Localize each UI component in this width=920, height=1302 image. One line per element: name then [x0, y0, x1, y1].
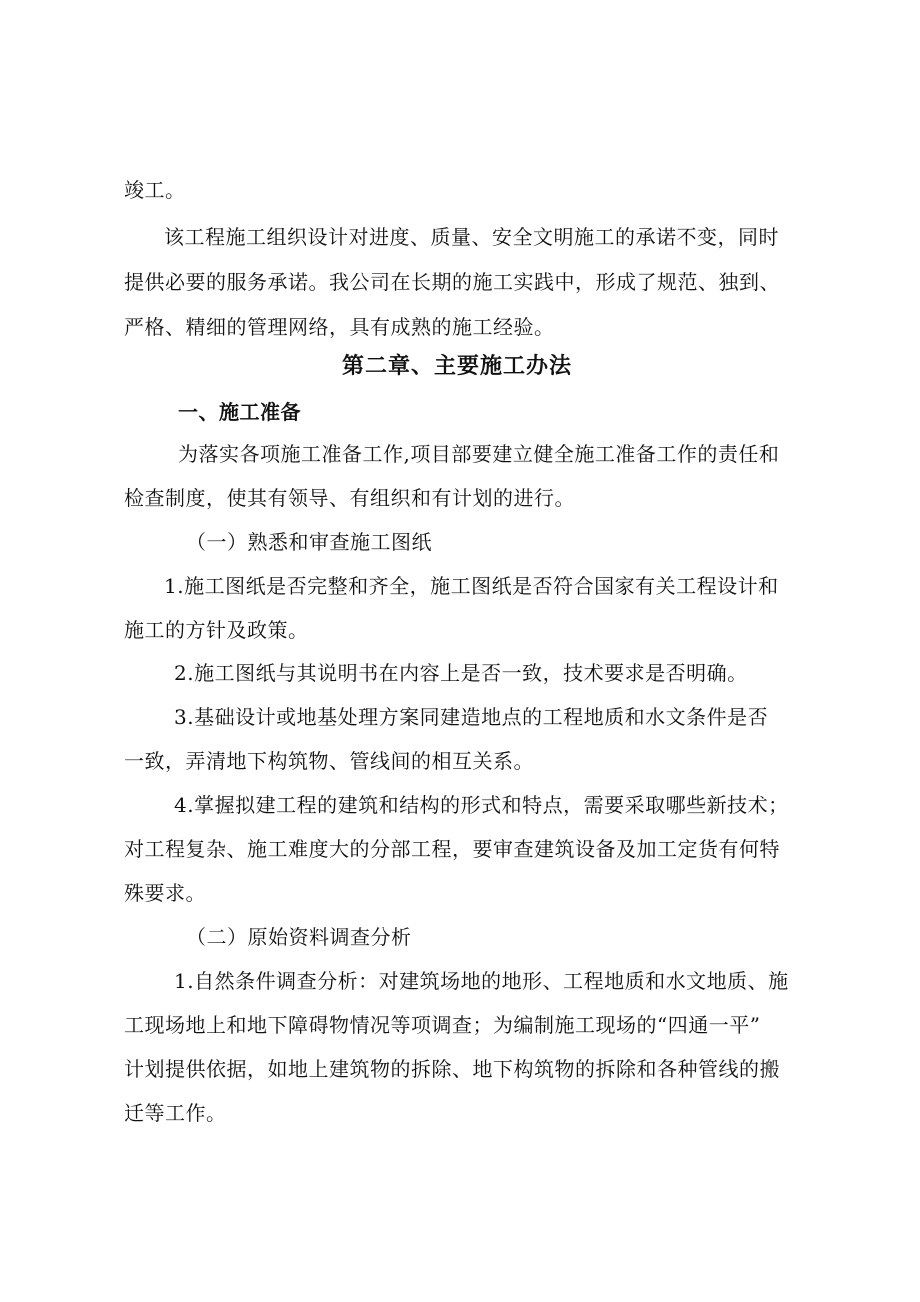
list-item-line: 迁等工作。 [124, 1101, 227, 1125]
list-item-line: 1.自然条件调查分析：对建筑场地的地形、工程地质和水文地质、施 [174, 969, 789, 993]
paragraph-line: 严格、精细的管理网络，具有成熟的施工经验。 [124, 315, 555, 339]
paragraph-line: 该工程施工组织设计对进度、质量、安全文明施工的承诺不变，同时 [164, 225, 779, 249]
list-item-line: 4.掌握拟建工程的建筑和结构的形式和特点，需要采取哪些新技术； [174, 793, 789, 817]
list-item-line: 3.基础设计或地基处理方案同建造地点的工程地质和水文条件是否 [174, 705, 769, 729]
list-item-line: 工现场地上和地下障碍物情况等项调查；为编制施工现场的“四通一平” [124, 1013, 761, 1037]
subsection-title: （二）原始资料调查分析 [186, 925, 412, 949]
list-item-line: 2.施工图纸与其说明书在内容上是否一致，技术要求是否明确。 [174, 661, 748, 685]
chapter-title: 第二章、主要施工办法 [342, 353, 573, 379]
paragraph-line: 检查制度，使其有领导、有组织和有计划的进行。 [124, 486, 575, 510]
list-item-line: 对工程复杂、施工难度大的分部工程，要审查建筑设备及加工定货有何特 [124, 837, 780, 861]
subsection-title: （一）熟悉和审查施工图纸 [186, 530, 432, 554]
list-item-line: 殊要求。 [124, 881, 206, 905]
paragraph-line: 竣工。 [124, 178, 186, 202]
paragraph-line: 为落实各项施工准备工作,项目部要建立健全施工准备工作的责任和 [178, 442, 780, 466]
section-title: 一、施工准备 [178, 400, 301, 424]
list-item-line: 计划提供依据，如地上建筑物的拆除、地下构筑物的拆除和各种管线的搬 [124, 1057, 780, 1081]
list-item-line: 1.施工图纸是否完整和齐全，施工图纸是否符合国家有关工程设计和 [164, 574, 779, 598]
list-item-line: 施工的方针及政策。 [124, 618, 309, 642]
list-item-line: 一致，弄清地下构筑物、管线间的相互关系。 [124, 749, 534, 773]
paragraph-line: 提供必要的服务承诺。我公司在长期的施工实践中，形成了规范、独到、 [124, 270, 780, 294]
